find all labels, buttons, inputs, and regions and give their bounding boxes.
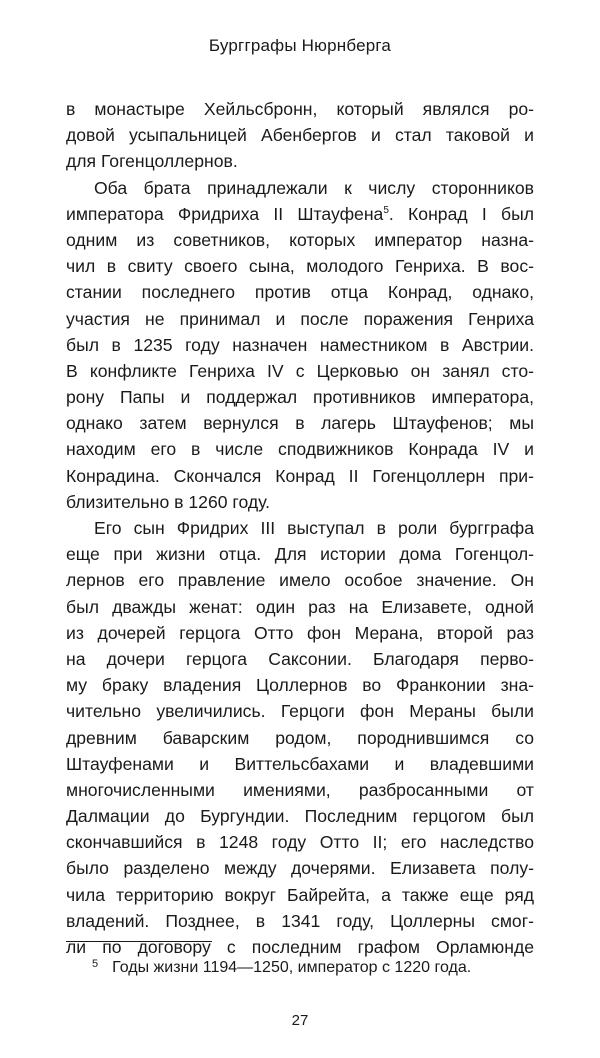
body-text <box>66 96 534 960</box>
text-line: скончавшийся в 1248 году Отто II; его наследство <box>66 832 534 853</box>
text-line: Штауфенами и Виттельсбахами и владевшими <box>66 753 534 774</box>
footnote-divider <box>66 941 212 942</box>
page-number: 27 <box>291 1012 309 1029</box>
text-line: близительно в 1260 году. <box>66 491 271 512</box>
footnote-reference: 5 <box>383 204 389 216</box>
text-line: одним из советников, которых император назна- <box>66 229 534 250</box>
text-line: древним баварским родом, породнившимся со <box>66 727 534 748</box>
text-line: из дочерей герцога Отто фон Мерана, второй раз <box>66 622 534 643</box>
text-fragment: императора Фридриха II Штауфена <box>66 203 384 224</box>
text-line: был в 1235 году назначен наместником в Австрии. <box>66 334 534 355</box>
text-line: ли по договору с последним графом Орламюнде <box>66 937 534 957</box>
footnote <box>92 958 471 977</box>
text-line: му браку владения Цоллернов во Франконии зна- <box>66 675 534 696</box>
text-line: участия не принимал и после поражения Генриха <box>66 308 534 329</box>
text-line: на дочери герцога Саксонии. Благодаря перво- <box>66 648 534 669</box>
text-line: стании последнего против отца Конрад, однако, <box>66 282 534 303</box>
text-line: в монастыре Хейльсбронн, который являлся ро- <box>66 99 534 119</box>
text-line: В конфликте Генриха IV с Церковью он занял сто- <box>66 360 534 381</box>
text-line: чила территорию вокруг Байрейта, а также еще ряд <box>66 884 534 905</box>
text-line: для Гогенцоллернов. <box>66 151 238 172</box>
footnote-mark: 5 <box>92 958 99 970</box>
text-line: был дважды женат: один раз на Елизавете, одной <box>66 596 534 617</box>
text-line: рону Папы и поддержал противников императора, <box>66 387 534 408</box>
text-line: находим его в числе сподвижников Конрада IV и <box>66 439 534 460</box>
text-line: Оба брата принадлежали к числу сторонников <box>94 177 534 198</box>
text-line: лернов его правление имело особое значение. Он <box>66 570 534 591</box>
text-line: Конрадина. Скончался Конрад II Гогенцоллерн при- <box>66 465 534 486</box>
text-line: многочисленными имениями, разбросанными от <box>66 779 534 800</box>
text-line: чительно увеличились. Герцоги фон Мераны были <box>66 701 534 722</box>
text-line: Его сын Фридрих III выступал в роли бургграфа <box>94 518 534 538</box>
text-line <box>66 201 534 227</box>
text-line: чил в свиту своего сына, молодого Генриха. В вос- <box>66 256 534 277</box>
text-line: владений. Позднее, в 1341 году, Цоллерны смог- <box>66 910 534 931</box>
running-head: Бургграфы Нюрнберга <box>208 36 392 55</box>
text-line: еще при жизни отца. Для истории дома Гогенцол- <box>66 544 534 565</box>
text-fragment: . Конрад I был <box>388 203 534 224</box>
footnote-text: Годы жизни 1194—1250, император с 1220 года. <box>112 959 472 976</box>
text-line: однако затем вернулся в лагерь Штауфенов; мы <box>66 413 534 434</box>
text-line: довой усыпальницей Абенбергов и стал таковой и <box>66 125 534 146</box>
text-line: было разделено между дочерями. Елизавета полу- <box>66 858 534 879</box>
text-line: Далмации до Бургундии. Последним герцогом был <box>66 806 534 827</box>
